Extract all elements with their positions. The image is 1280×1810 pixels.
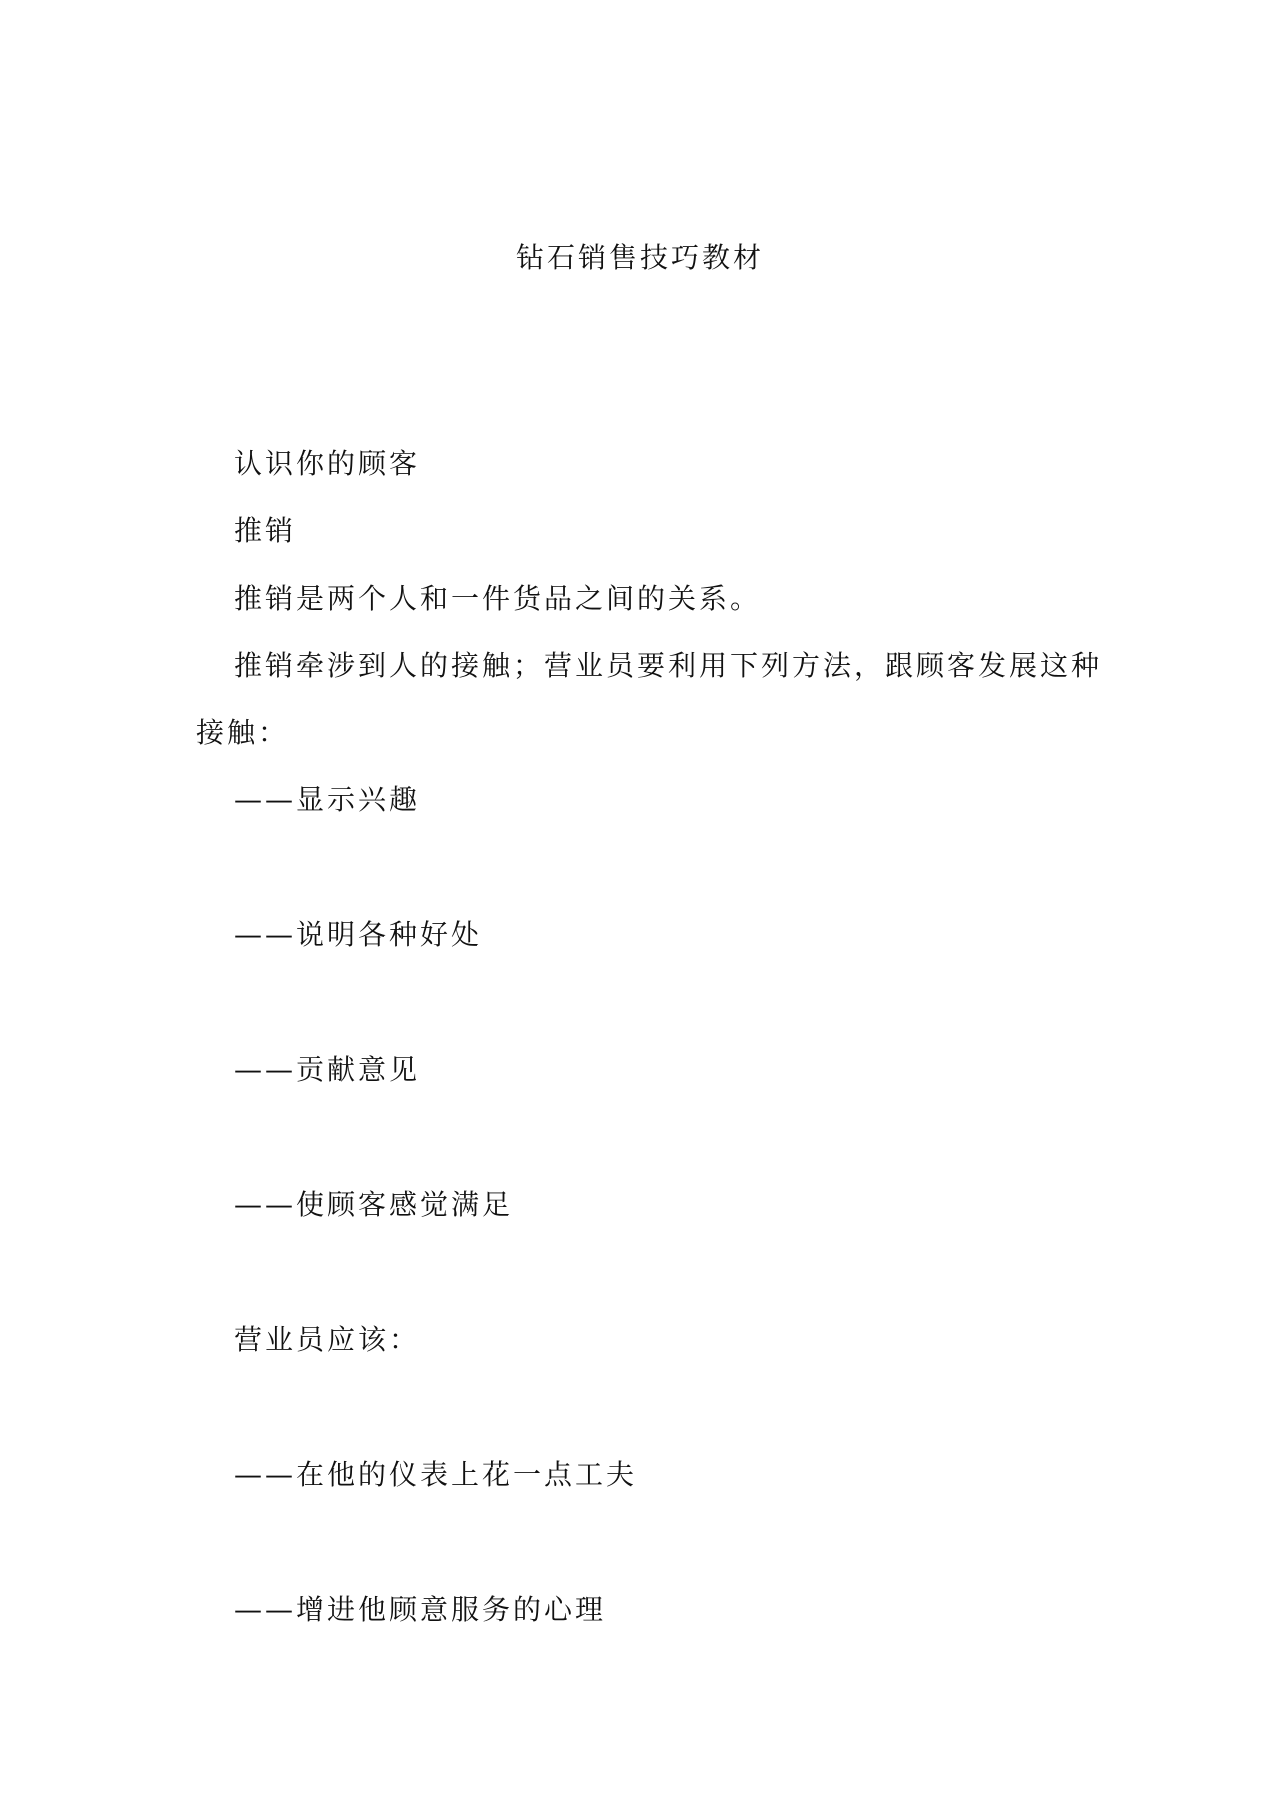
list-item-show-interest: ——显示兴趣 bbox=[234, 783, 421, 816]
paragraph-contact-line1: 推销牵涉到人的接触；营业员要利用下列方法，跟顾客发展这种 bbox=[234, 649, 1103, 682]
list-item-satisfy-customer: ——使顾客感觉满足 bbox=[234, 1188, 514, 1221]
heading-know-customer: 认识你的顾客 bbox=[234, 447, 421, 480]
paragraph-contact-line2: 接触： bbox=[196, 716, 290, 749]
paragraph-definition: 推销是两个人和一件货品之间的关系。 bbox=[234, 582, 762, 615]
list-item-appearance: ——在他的仪表上花一点工夫 bbox=[234, 1458, 638, 1491]
heading-selling: 推销 bbox=[234, 514, 297, 547]
list-item-explain-benefits: ——说明各种好处 bbox=[234, 918, 483, 951]
document-title: 钻石销售技巧教材 bbox=[515, 241, 764, 274]
list-item-service-mindset: ——增进他顾意服务的心理 bbox=[234, 1593, 607, 1626]
list-item-offer-advice: ——贡献意见 bbox=[234, 1053, 421, 1086]
heading-staff-should: 营业员应该： bbox=[234, 1323, 421, 1356]
